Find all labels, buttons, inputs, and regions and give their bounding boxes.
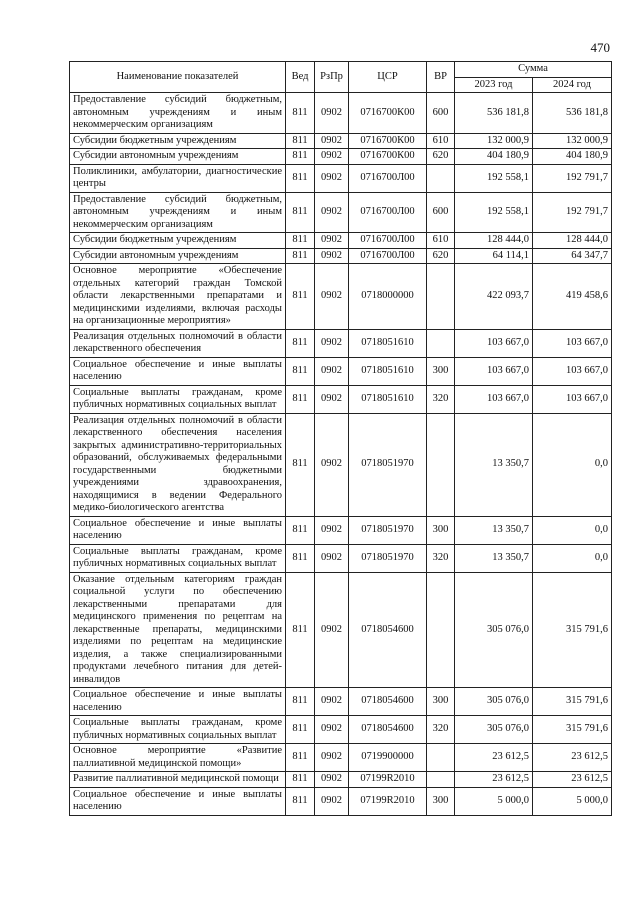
cell-rzpr: 0902 — [315, 192, 349, 233]
cell-ved: 811 — [286, 248, 315, 264]
cell-csr: 0718051610 — [349, 357, 427, 385]
header-name: Наименование показателей — [70, 62, 286, 93]
cell-vr: 300 — [427, 357, 455, 385]
cell-name: Основное мероприятие «Обеспечение отдельных категорий граждан Томской области лекарственными препаратами и медицинскими изделиями, включая расходы на организационные мероприятия» — [70, 264, 286, 330]
table-row — [70, 572, 612, 688]
cell-rzpr: 0902 — [315, 787, 349, 815]
table-header — [70, 62, 612, 93]
cell-vr: 320 — [427, 385, 455, 413]
table-row — [70, 357, 612, 385]
cell-2023: 422 093,7 — [455, 264, 533, 330]
table-row — [70, 233, 612, 249]
cell-name: Основное мероприятие «Развитие паллиативной медицинской помощи» — [70, 744, 286, 772]
cell-2024: 315 791,6 — [533, 572, 612, 688]
cell-name: Предоставление субсидий бюджетным, автономным учреждениям и иным некоммерческим организациям — [70, 192, 286, 233]
table-row — [70, 413, 612, 516]
cell-2023: 536 181,8 — [455, 93, 533, 134]
cell-rzpr: 0902 — [315, 716, 349, 744]
cell-vr: 300 — [427, 516, 455, 544]
table-row — [70, 385, 612, 413]
cell-ved: 811 — [286, 357, 315, 385]
cell-csr: 0718051970 — [349, 544, 427, 572]
cell-2024: 404 180,9 — [533, 149, 612, 165]
cell-csr: 0719900000 — [349, 744, 427, 772]
cell-ved: 811 — [286, 233, 315, 249]
cell-name: Социальные выплаты гражданам, кроме публичных нормативных социальных выплат — [70, 544, 286, 572]
table-row — [70, 772, 612, 788]
cell-csr: 0718051610 — [349, 385, 427, 413]
cell-rzpr: 0902 — [315, 572, 349, 688]
cell-2024: 103 667,0 — [533, 385, 612, 413]
cell-name: Социальные выплаты гражданам, кроме публичных нормативных социальных выплат — [70, 385, 286, 413]
header-rzpr: РзПр — [315, 62, 349, 93]
cell-ved: 811 — [286, 149, 315, 165]
table-row — [70, 544, 612, 572]
header-sum: Сумма — [455, 62, 612, 78]
cell-2024: 192 791,7 — [533, 192, 612, 233]
cell-2024: 536 181,8 — [533, 93, 612, 134]
cell-2023: 128 444,0 — [455, 233, 533, 249]
cell-ved: 811 — [286, 772, 315, 788]
cell-name: Субсидии автономным учреждениям — [70, 248, 286, 264]
cell-2023: 23 612,5 — [455, 772, 533, 788]
cell-2024: 315 791,6 — [533, 716, 612, 744]
cell-csr: 0718054600 — [349, 688, 427, 716]
table-row — [70, 149, 612, 165]
cell-2024: 23 612,5 — [533, 772, 612, 788]
cell-vr: 600 — [427, 192, 455, 233]
table-row — [70, 516, 612, 544]
cell-csr: 07199R2010 — [349, 772, 427, 788]
cell-2023: 192 558,1 — [455, 164, 533, 192]
cell-name: Социальное обеспечение и иные выплаты населению — [70, 787, 286, 815]
cell-name: Оказание отдельным категориям граждан социальной услуги по обеспечению лекарственными препаратами для медицинского применения по рецептам на лекарственные препараты, медицинскими изделиями по рецептам на медицинские изделия, а также специализированными продуктами лечебного питания для детей-инвалидов — [70, 572, 286, 688]
cell-rzpr: 0902 — [315, 329, 349, 357]
cell-rzpr: 0902 — [315, 164, 349, 192]
cell-2023: 404 180,9 — [455, 149, 533, 165]
header-2024: 2024 год — [533, 77, 612, 93]
cell-rzpr: 0902 — [315, 248, 349, 264]
cell-ved: 811 — [286, 544, 315, 572]
cell-csr: 0716700Л00 — [349, 192, 427, 233]
cell-ved: 811 — [286, 329, 315, 357]
cell-csr: 07199R2010 — [349, 787, 427, 815]
cell-rzpr: 0902 — [315, 516, 349, 544]
cell-ved: 811 — [286, 688, 315, 716]
cell-name: Субсидии бюджетным учреждениям — [70, 233, 286, 249]
table-body — [70, 93, 612, 816]
cell-rzpr: 0902 — [315, 772, 349, 788]
cell-ved: 811 — [286, 192, 315, 233]
cell-vr — [427, 744, 455, 772]
cell-2024: 103 667,0 — [533, 329, 612, 357]
cell-2023: 305 076,0 — [455, 688, 533, 716]
cell-vr — [427, 413, 455, 516]
cell-vr: 320 — [427, 544, 455, 572]
cell-rzpr: 0902 — [315, 233, 349, 249]
cell-2024: 132 000,9 — [533, 133, 612, 149]
cell-2023: 13 350,7 — [455, 516, 533, 544]
cell-csr: 0718051970 — [349, 516, 427, 544]
cell-vr: 620 — [427, 149, 455, 165]
cell-rzpr: 0902 — [315, 93, 349, 134]
cell-csr: 0718000000 — [349, 264, 427, 330]
header-csr: ЦСР — [349, 62, 427, 93]
cell-ved: 811 — [286, 744, 315, 772]
cell-ved: 811 — [286, 133, 315, 149]
cell-2023: 305 076,0 — [455, 716, 533, 744]
cell-name: Социальное обеспечение и иные выплаты населению — [70, 357, 286, 385]
cell-2023: 103 667,0 — [455, 357, 533, 385]
cell-vr — [427, 329, 455, 357]
cell-vr — [427, 164, 455, 192]
cell-2024: 315 791,6 — [533, 688, 612, 716]
cell-rzpr: 0902 — [315, 264, 349, 330]
cell-rzpr: 0902 — [315, 133, 349, 149]
cell-csr: 0716700Л00 — [349, 164, 427, 192]
cell-vr: 610 — [427, 133, 455, 149]
cell-csr: 0716700К00 — [349, 133, 427, 149]
cell-csr: 0718054600 — [349, 716, 427, 744]
cell-name: Поликлиники, амбулатории, диагностические центры — [70, 164, 286, 192]
cell-2024: 0,0 — [533, 544, 612, 572]
cell-2023: 64 114,1 — [455, 248, 533, 264]
cell-2024: 64 347,7 — [533, 248, 612, 264]
cell-2024: 192 791,7 — [533, 164, 612, 192]
cell-2023: 13 350,7 — [455, 544, 533, 572]
cell-2024: 23 612,5 — [533, 744, 612, 772]
cell-vr: 300 — [427, 688, 455, 716]
cell-name: Субсидии бюджетным учреждениям — [70, 133, 286, 149]
cell-rzpr: 0902 — [315, 149, 349, 165]
cell-vr — [427, 572, 455, 688]
cell-csr: 0716700К00 — [349, 93, 427, 134]
page-number: 470 — [590, 40, 610, 55]
cell-name: Социальное обеспечение и иные выплаты населению — [70, 688, 286, 716]
header-vr: ВР — [427, 62, 455, 93]
cell-name: Предоставление субсидий бюджетным, автономным учреждениям и иным некоммерческим организациям — [70, 93, 286, 134]
cell-rzpr: 0902 — [315, 413, 349, 516]
cell-2023: 23 612,5 — [455, 744, 533, 772]
cell-name: Реализация отдельных полномочий в области лекарственного обеспечения населения закрытых административно-территориальных образований, обслуживаемых федеральными государственными бюджетными учреждениями здравоохранения, находящимися в ведении Федерального медико-биологического агентства — [70, 413, 286, 516]
cell-rzpr: 0902 — [315, 544, 349, 572]
cell-ved: 811 — [286, 164, 315, 192]
table-row — [70, 716, 612, 744]
table-row — [70, 264, 612, 330]
cell-vr — [427, 264, 455, 330]
cell-ved: 811 — [286, 93, 315, 134]
cell-csr: 0716700Л00 — [349, 248, 427, 264]
cell-2023: 103 667,0 — [455, 329, 533, 357]
cell-2023: 13 350,7 — [455, 413, 533, 516]
header-2023: 2023 год — [455, 77, 533, 93]
cell-2024: 419 458,6 — [533, 264, 612, 330]
cell-vr: 610 — [427, 233, 455, 249]
cell-2024: 0,0 — [533, 516, 612, 544]
cell-2024: 128 444,0 — [533, 233, 612, 249]
cell-ved: 811 — [286, 264, 315, 330]
budget-table — [69, 61, 612, 816]
cell-csr: 0716700К00 — [349, 149, 427, 165]
cell-rzpr: 0902 — [315, 357, 349, 385]
header-ved: Вед — [286, 62, 315, 93]
cell-name: Развитие паллиативной медицинской помощи — [70, 772, 286, 788]
cell-2024: 0,0 — [533, 413, 612, 516]
cell-ved: 811 — [286, 516, 315, 544]
cell-vr: 600 — [427, 93, 455, 134]
cell-csr: 0718054600 — [349, 572, 427, 688]
table-row — [70, 164, 612, 192]
cell-2024: 5 000,0 — [533, 787, 612, 815]
cell-csr: 0718051970 — [349, 413, 427, 516]
cell-2023: 103 667,0 — [455, 385, 533, 413]
cell-ved: 811 — [286, 572, 315, 688]
cell-vr: 300 — [427, 787, 455, 815]
cell-2023: 192 558,1 — [455, 192, 533, 233]
cell-vr: 620 — [427, 248, 455, 264]
cell-ved: 811 — [286, 413, 315, 516]
table-row — [70, 744, 612, 772]
table-row — [70, 192, 612, 233]
table-row — [70, 688, 612, 716]
cell-2023: 132 000,9 — [455, 133, 533, 149]
cell-vr: 320 — [427, 716, 455, 744]
cell-name: Социальные выплаты гражданам, кроме публичных нормативных социальных выплат — [70, 716, 286, 744]
table-row — [70, 93, 612, 134]
table-row — [70, 787, 612, 815]
cell-2023: 5 000,0 — [455, 787, 533, 815]
cell-vr — [427, 772, 455, 788]
cell-name: Реализация отдельных полномочий в области лекарственного обеспечения — [70, 329, 286, 357]
cell-csr: 0716700Л00 — [349, 233, 427, 249]
table-row — [70, 133, 612, 149]
cell-ved: 811 — [286, 385, 315, 413]
table-row — [70, 329, 612, 357]
table-row — [70, 248, 612, 264]
cell-ved: 811 — [286, 787, 315, 815]
cell-rzpr: 0902 — [315, 688, 349, 716]
cell-name: Субсидии автономным учреждениям — [70, 149, 286, 165]
cell-ved: 811 — [286, 716, 315, 744]
cell-2023: 305 076,0 — [455, 572, 533, 688]
cell-csr: 0718051610 — [349, 329, 427, 357]
cell-rzpr: 0902 — [315, 385, 349, 413]
cell-name: Социальное обеспечение и иные выплаты населению — [70, 516, 286, 544]
cell-rzpr: 0902 — [315, 744, 349, 772]
cell-2024: 103 667,0 — [533, 357, 612, 385]
